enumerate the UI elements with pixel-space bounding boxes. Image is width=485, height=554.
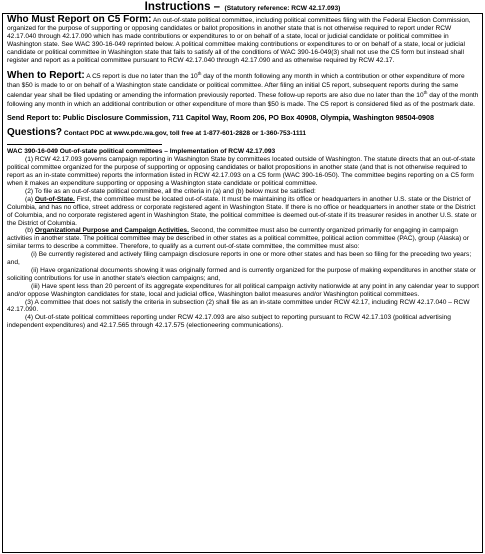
- who-heading: Who Must Report on C5 Form:: [7, 14, 152, 25]
- wac-criterion-iii: (iii) Have spent less than 20 percent of its aggregate expenditures for all political campaign activity nationwide at any point in any calendar year to support and/or oppose Washington candidates for state, local and judicial office, Washington ballot measures and/or Washington political committees.: [7, 282, 479, 298]
- wac-p4-label: (b): [25, 227, 34, 235]
- wac-p4-body: Second, the committee must also be currently organized primarily for engaging in campaign activities in another state. The political committee may be described in other states as a political committee, political action committee (PAC), group (Alaska) or similar terms to describe a committee. Therefore, to qualify as a current out-of-state committee, the committee must also:: [7, 227, 469, 251]
- send-heading: Send Report to:: [7, 113, 61, 123]
- wac-paragraph-4: [7, 227, 479, 251]
- send-section: [7, 114, 479, 123]
- section-divider: [7, 144, 162, 145]
- wac-p4-heading: Organizational Purpose and Campaign Activities.: [34, 227, 189, 235]
- wac-paragraph-2: (2) To file as an out-of-state political committee, all the criteria in (a) and (b) below must be satisfied:: [25, 187, 316, 195]
- who-body: An out-of-state political committee, including political committees filing with the Federal Election Commission, organized for the purpose of supporting or opposing candidates or ballot propositions in another state that is not otherwise required to report under RCW 42.17.040 through 42.17.090 which has made contributions or expenditures to or on behalf of a state, local or judicial candidate or political committee in Washington state. See WAC 390-16-049 reprinted below. A political committee making contributions or expenditures to or on behalf of a state, local or judicial candidate or political committee in Washington state that fails to satisfy all of the conditions of WAC 390-16-049(3) shall not use the C5 form but instead shall register and report as a political committee pursuant to RCW 42.17.040 through 42.17.090 and as otherwise required by RCW 42.17.: [7, 17, 471, 64]
- when-body-1: A C5 report is due no later than the 10: [86, 73, 198, 81]
- wac-title: WAC 390-16-049 Out-of-state political committees – Implementation of RCW 42.17.093: [7, 148, 276, 156]
- wac-paragraph-3: [7, 196, 479, 228]
- questions-body: Contact PDC at www.pdc.wa.gov, toll free at 1-877-601-2828 or 1-360-753-1111: [63, 130, 307, 138]
- who-section: [7, 16, 479, 64]
- wac-p3-body: First, the committee must be located out-of-state. It must be maintaining its office or headquarters in another U.S. state or the District of Columbia, and has no office, street address or corporate registered agent in Washington State. If there is no office or headquarters in another state or the District of Columbia, and no corporate registered agent in Washington State, the political committee is deemed out-of-state if its treasurer resides in another U.S. state or the District of Columbia.: [7, 195, 477, 227]
- wac-criterion-i: (i) Be currently registered and actively filing campaign disclosure reports in one or more other states and has been so filing for the preceding two years; and,: [7, 251, 472, 267]
- when-heading: When to Report:: [7, 70, 85, 82]
- instructions-box: [2, 13, 483, 553]
- wac-p3-heading: Out-of-State.: [34, 195, 75, 203]
- instructions-content: [7, 16, 479, 330]
- when-sup-2: th: [423, 90, 428, 96]
- page-title: Instructions –: [144, 1, 221, 13]
- wac-criterion-ii: (ii) Have organizational documents showing it was originally formed and is currently organized for the purpose of making expenditures in another state or soliciting contributions for use in another state's election campaigns; and,: [7, 266, 476, 282]
- when-body-2: day of the month following any month in which a contribution or other expenditure of more than $50 is made to or on behalf of a Washington state candidate or political committee. After filing an initial C5 report, subsequent reports during the same calendar year shall be filed updating or amending the information previously reported. These follow-up reports are also due no later than the 10: [7, 73, 465, 100]
- send-body: Public Disclosure Commission, 711 Capitol Way, Room 206, PO Box 40908, Olympia, Washington 98504-0908: [62, 113, 434, 123]
- when-body-3: day of the month following any month in which an additional contribution or other expenditure of more than $50 is made. The C5 report is considered filed as of the postmark date.: [7, 92, 479, 108]
- questions-section: [7, 129, 479, 138]
- page-header: [0, 0, 485, 13]
- wac-paragraph-3-rule: (3) A committee that does not satisfy the criteria in subsection (2) shall file as an in-state committee under RCW 42.17, including RCW 42.17.040 – RCW 42.17.090.: [7, 298, 470, 314]
- wac-p3-label: (a): [25, 195, 34, 203]
- wac-paragraph-4-rule: (4) Out-of-state political committees reporting under RCW 42.17.093 are also subject to reporting pursuant to RCW 42.17.103 (political advertising independent expenditures) and 42.17.565 through 42.17.575 (electioneering communications).: [7, 314, 451, 330]
- when-sup-1: th: [197, 71, 202, 77]
- when-section: [7, 70, 479, 108]
- wac-paragraph-1: (1) RCW 42.17.093 governs campaign reporting in Washington State by committees located outside of Washington. The statute directs that an out-of-state political committee organized for the purpose of supporting or opposing candidates or ballot propositions in another state (and that is not otherwise required to report as an in-state committee) reports the information listed in RCW 42.17.093 on a C5 form (WAC 390-16-050). The committee begins reporting on a C5 form when it makes an expenditure supporting or opposing a Washington state candidate or political committee.: [7, 156, 476, 187]
- questions-heading: Questions?: [7, 127, 63, 139]
- statutory-reference: (Statutory reference: RCW 42.17.093): [224, 5, 341, 12]
